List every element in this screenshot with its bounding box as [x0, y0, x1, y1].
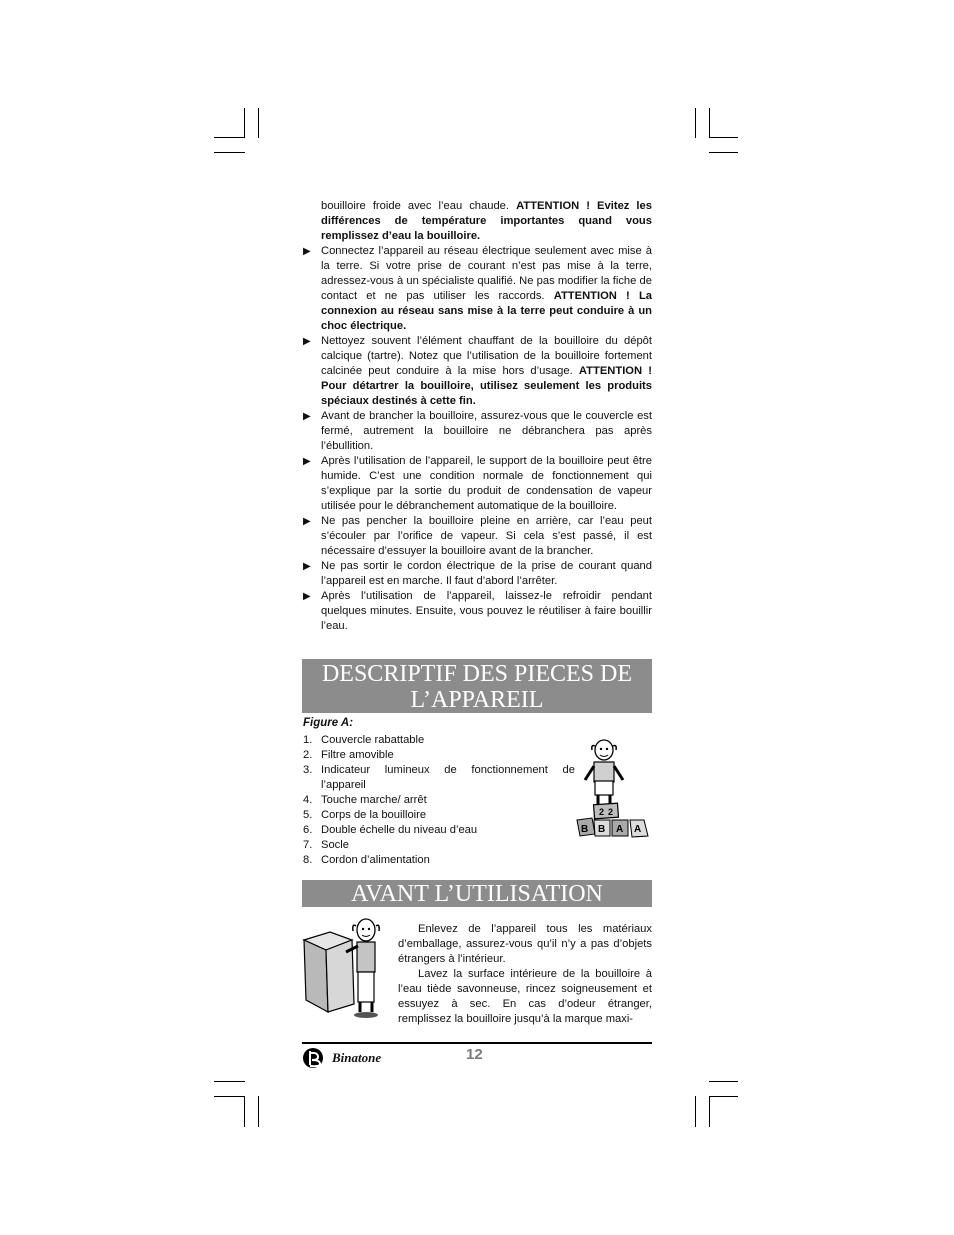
crop-mark [709, 1096, 738, 1097]
arrow-right-icon: ▶ [303, 591, 311, 602]
brand-name: Binatone [332, 1050, 382, 1065]
page-number: 12 [466, 1046, 483, 1063]
crop-mark [258, 1096, 259, 1127]
crop-mark [258, 108, 259, 138]
block-letter: A [634, 824, 642, 835]
section-banner-avant [302, 880, 652, 907]
block-letter: B [581, 824, 589, 835]
paragraph: Enlevez de l’appareil tous les matériaux d’emballage, assurez-vous qu’il n’y a pas d’objets étrangers à l’intérieur. [398, 923, 652, 965]
arrow-right-icon: ▶ [303, 411, 311, 422]
bullet-item: ▶ Connectez l’appareil au réseau électrique seulement avec mise à la terre. Si votre prise de courant n’est pas mise à la terre, adressez-vous à un spécialiste qualifié. Ne pas modifier la fiche de contact et ne pas utiliser les raccords. ATTENTION ! La connexion au réseau sans mise à la terre peut conduire à un choc électrique. [303, 245, 652, 332]
instructions-column [302, 199, 652, 634]
list-item: 7. Socle [303, 839, 349, 851]
section-title: AVANT L’UTILISATION [351, 881, 603, 907]
list-item: 8. Cordon d’alimentation [303, 854, 430, 866]
crop-mark [214, 1096, 245, 1097]
bullet-item: ▶ Après l’utilisation de l’appareil, laissez-le refroidir pendant quelques minutes. Ensuite, vous pouvez le réutiliser à faire bouillir l’eau. [303, 590, 652, 632]
footer-divider [302, 1042, 652, 1044]
list-item: 5. Corps de la bouilloire [303, 809, 427, 821]
arrow-right-icon: ▶ [303, 516, 311, 527]
crop-mark [709, 108, 710, 138]
arrow-right-icon: ▶ [303, 336, 311, 347]
crop-mark [214, 137, 245, 138]
bullet-item: ▶ Ne pas sortir le cordon électrique de la prise de courant quand l’appareil est en marche. Il faut d’abord l’arrêter. [303, 560, 652, 587]
parts-list [303, 733, 575, 868]
crop-mark [214, 1081, 245, 1082]
arrow-right-icon: ▶ [303, 246, 311, 257]
list-item: 6. Double échelle du niveau d’eau [303, 824, 478, 836]
section-title-line1: DESCRIPTIF DES PIECES DE [321, 661, 633, 687]
cartoon-man-with-box-illustration [300, 914, 394, 1024]
section-banner-descriptif [302, 659, 652, 713]
crop-mark [709, 152, 738, 153]
list-item: 1. Couvercle rabattable [303, 734, 425, 746]
crop-mark [695, 108, 696, 138]
bullet-item: ▶ Nettoyez souvent l’élément chauffant de la bouilloire du dépôt calcique (tartre). Notez que l’utilisation de la bouilloire fortement calcinée peut conduire à la mise hors d’usage. ATTENTION ! Pour détartrer la bouilloire, utilisez seulement les produits spéciaux destinés à cette fin. [303, 335, 653, 407]
block-letter: 2 [608, 807, 614, 817]
bullet-item: ▶ Après l’utilisation de l’appareil, le support de la bouilloire peut être humide. C’est une condition normale de fonctionnement qui s’explique par la sortie du produit de condensation de vapeur utilisée pour le débranchement automatique de la bouilloire. [303, 455, 652, 512]
cartoon-man-on-blocks-illustration [574, 738, 654, 844]
binatone-logo-icon [302, 1047, 328, 1069]
block-letter: A [616, 824, 624, 835]
binatone-logo [302, 1047, 381, 1069]
crop-mark [695, 1096, 696, 1127]
bullet-item: ▶ Avant de brancher la bouilloire, assurez-vous que le couvercle est fermé, autrement la bouilloire ne débranchera pas après l’ébullition. [303, 410, 652, 452]
list-item: 2. Filtre amovible [303, 749, 394, 761]
crop-mark [709, 1081, 738, 1082]
avant-utilisation-text [398, 922, 652, 1027]
figure-label: Figure A: [303, 717, 354, 729]
block-letter: B [598, 824, 606, 835]
crop-mark [709, 1096, 710, 1127]
arrow-right-icon: ▶ [303, 456, 311, 467]
list-item: 4. Touche marche/ arrêt [303, 794, 427, 806]
crop-mark [709, 137, 738, 138]
continuation-paragraph: bouilloire froide avec l’eau chaude. ATTENTION ! Evitez les différences de température importantes quand vous remplissez d’eau la bouilloire. [321, 200, 652, 242]
arrow-right-icon: ▶ [303, 561, 311, 572]
paragraph: Lavez la surface intérieure de la bouilloire à l’eau tiède savonneuse, rincez soigneusement et essuyez à sec. En cas d’odeur étranger, remplissez la bouilloire jusqu’à la marque maxi- [398, 968, 652, 1025]
list-item: 3. Indicateur lumineux de fonctionnement de l’appareil [303, 764, 575, 791]
bullet-item: ▶ Ne pas pencher la bouilloire pleine en arrière, car l’eau peut s’écouler par l’orifice de vapeur. Si cela s’est passé, il est nécessaire d’essuyer la bouilloire avant de la brancher. [303, 515, 652, 557]
crop-mark [244, 1096, 245, 1127]
block-letter: 2 [599, 807, 605, 817]
crop-mark [214, 152, 245, 153]
crop-mark [244, 108, 245, 138]
section-title-line2: L’APPAREIL [410, 687, 544, 713]
